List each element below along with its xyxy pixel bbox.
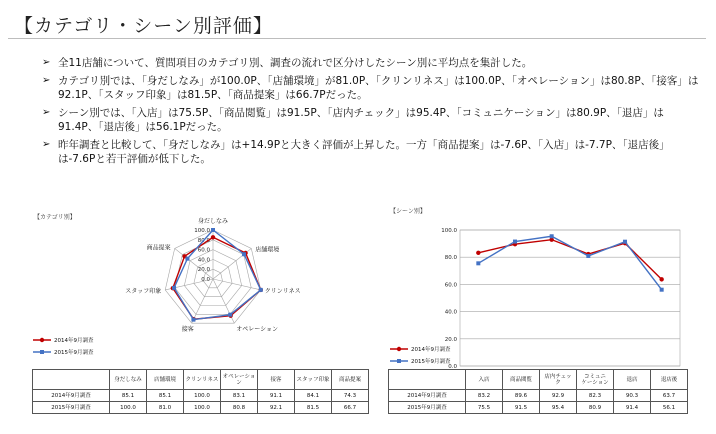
radar-category-label: 店舗環境	[255, 246, 280, 254]
radar-category-label: 身だしなみ	[197, 218, 229, 225]
radar-data-point	[191, 318, 195, 322]
radar-legend-marker	[40, 338, 44, 342]
table-corner-cell	[33, 370, 110, 390]
table-row	[33, 402, 369, 414]
summary-text: カテゴリ別では、「身だしなみ」が100.0P、「店舗環境」が81.0P、「クリンリネス」は100.0P、「オペレーション」は80.8P、「接客」は92.1P、「スタッフ印象」は81.5P、「商品提案」は66.7Pだった。	[58, 75, 699, 101]
table-header-cell: スタッフ印象	[295, 370, 332, 390]
table-header-cell: 接客	[258, 370, 295, 390]
line-series-line	[478, 236, 661, 289]
line-data-point	[623, 240, 627, 244]
table-header-cell: オペレーション	[221, 370, 258, 390]
radar-chart-title: 【カテゴリ別】	[34, 214, 76, 221]
table-value-cell: 91.4	[614, 402, 651, 414]
radar-data-table	[32, 369, 369, 414]
table-value-cell: 83.2	[466, 390, 503, 402]
arrow-icon: ➢	[42, 57, 51, 68]
table-value-cell: 95.4	[540, 402, 577, 414]
table-value-cell: 80.8	[221, 402, 258, 414]
table-header-cell: 退店後	[651, 370, 688, 390]
table-value-cell: 91.5	[503, 402, 540, 414]
radar-category-label: スタッフ印象	[125, 287, 162, 295]
radar-tick-label: 40.0	[197, 257, 210, 264]
line-plot-area	[460, 230, 680, 366]
table-row-label: 2014年9月調査	[389, 390, 466, 402]
table-header-cell: 入店	[466, 370, 503, 390]
table-row	[389, 390, 688, 402]
line-data-point	[476, 261, 480, 265]
radar-tick-label: 60.0	[197, 247, 210, 254]
table-value-cell: 92.9	[540, 390, 577, 402]
table-row-label: 2015年9月調査	[389, 402, 466, 414]
radar-legend-marker	[40, 350, 44, 354]
table-header-cell: 商品提案	[332, 370, 369, 390]
radar-data-point	[172, 286, 176, 290]
line-data-point	[513, 240, 517, 244]
table-value-cell: 63.7	[651, 390, 688, 402]
table-value-cell: 100.0	[184, 390, 221, 402]
radar-tick-label: 80.0	[197, 237, 210, 244]
table-header-row	[389, 370, 688, 390]
table-header-cell: コミュニ ケーション	[577, 370, 614, 390]
table-header-cell: 商品閲覧	[503, 370, 540, 390]
page-title: 【カテゴリ・シーン別評価】	[14, 15, 273, 37]
table-value-cell: 90.3	[614, 390, 651, 402]
table-row	[389, 402, 688, 414]
line-data-point	[550, 234, 554, 238]
line-ytick-label: 40.0	[444, 309, 457, 316]
table-value-cell: 66.7	[332, 402, 369, 414]
line-ytick-label: 20.0	[444, 336, 457, 343]
radar-legend-label: 2015年9月調査	[54, 350, 94, 356]
line-legend-marker	[397, 359, 401, 363]
line-ytick-label: 100.0	[441, 228, 457, 234]
summary-text: 昨年調査と比較して、「身だしなみ」は+14.9Pと大きく評価が上昇した。一方「商品提案」は-7.6P、「入店」は-7.7P、「退店後」は-7.6Pと若干評価が低下した。	[58, 139, 670, 165]
arrow-icon: ➢	[42, 139, 51, 150]
line-data-point	[586, 254, 590, 258]
table-header-cell: 店舗環境	[147, 370, 184, 390]
line-legend-marker	[397, 347, 401, 351]
table-value-cell: 85.1	[147, 390, 184, 402]
table-value-cell: 74.3	[332, 390, 369, 402]
line-ytick-label: 60.0	[444, 282, 457, 289]
line-legend-label: 2015年9月調査	[411, 359, 451, 365]
radar-category-label: クリンリネス	[264, 287, 301, 295]
summary-text: シーン別では、「入店」は75.5P、「商品閲覧」は91.5P、「店内チェック」は95.4P、「コミュニケーション」は80.9P、「退店」は91.4P、「退店後」は56.1Pだった。	[58, 107, 664, 133]
radar-category-label: 接客	[181, 326, 194, 334]
line-data-table	[388, 369, 688, 414]
arrow-icon: ➢	[42, 75, 51, 86]
table-value-cell: 100.0	[184, 402, 221, 414]
table-value-cell: 100.0	[110, 402, 147, 414]
radar-data-point	[228, 313, 232, 317]
table-value-cell: 91.1	[258, 390, 295, 402]
line-data-point	[660, 288, 664, 292]
table-header-cell: 店内チェッ ク	[540, 370, 577, 390]
line-data-point	[476, 251, 480, 255]
table-value-cell: 75.5	[466, 402, 503, 414]
table-row	[33, 390, 369, 402]
radar-data-point	[211, 235, 215, 239]
table-header-cell: 身だしなみ	[110, 370, 147, 390]
table-value-cell: 81.0	[147, 402, 184, 414]
table-value-cell: 80.9	[577, 402, 614, 414]
table-value-cell: 81.5	[295, 402, 332, 414]
radar-legend-label: 2014年9月調査	[54, 338, 94, 344]
arrow-icon: ➢	[42, 107, 51, 118]
line-legend-label: 2014年9月調査	[411, 347, 451, 353]
summary-text: 全11店舗について、質問項目のカテゴリ別、調査の流れで区分けしたシーン別に平均点を集計した。	[58, 57, 533, 69]
table-value-cell: 83.1	[221, 390, 258, 402]
table-row-label: 2015年9月調査	[33, 402, 110, 414]
radar-data-point	[185, 257, 189, 261]
radar-data-point	[211, 228, 215, 232]
line-ytick-label: 0.0	[448, 364, 457, 370]
table-row-label: 2014年9月調査	[33, 390, 110, 402]
line-ytick-label: 80.0	[444, 255, 457, 262]
table-corner-cell	[389, 370, 466, 390]
radar-data-point	[259, 288, 263, 292]
radar-category-label: 商品提案	[146, 244, 171, 252]
table-value-cell: 84.1	[295, 390, 332, 402]
table-value-cell: 85.1	[110, 390, 147, 402]
radar-data-point	[242, 252, 246, 256]
radar-tick-label: 0.0	[201, 277, 210, 283]
table-header-row	[33, 370, 369, 390]
radar-tick-label: 100.0	[194, 228, 210, 234]
table-value-cell: 56.1	[651, 402, 688, 414]
radar-category-label: オペレーション	[236, 326, 279, 334]
radar-spoke	[192, 279, 213, 323]
table-header-cell: クリンリネス	[184, 370, 221, 390]
line-chart-title: 【シーン別】	[390, 208, 426, 215]
line-data-point	[659, 277, 663, 281]
table-value-cell: 92.1	[258, 402, 295, 414]
table-value-cell: 82.3	[577, 390, 614, 402]
radar-tick-label: 20.0	[197, 267, 210, 274]
table-value-cell: 89.6	[503, 390, 540, 402]
table-header-cell: 退店	[614, 370, 651, 390]
